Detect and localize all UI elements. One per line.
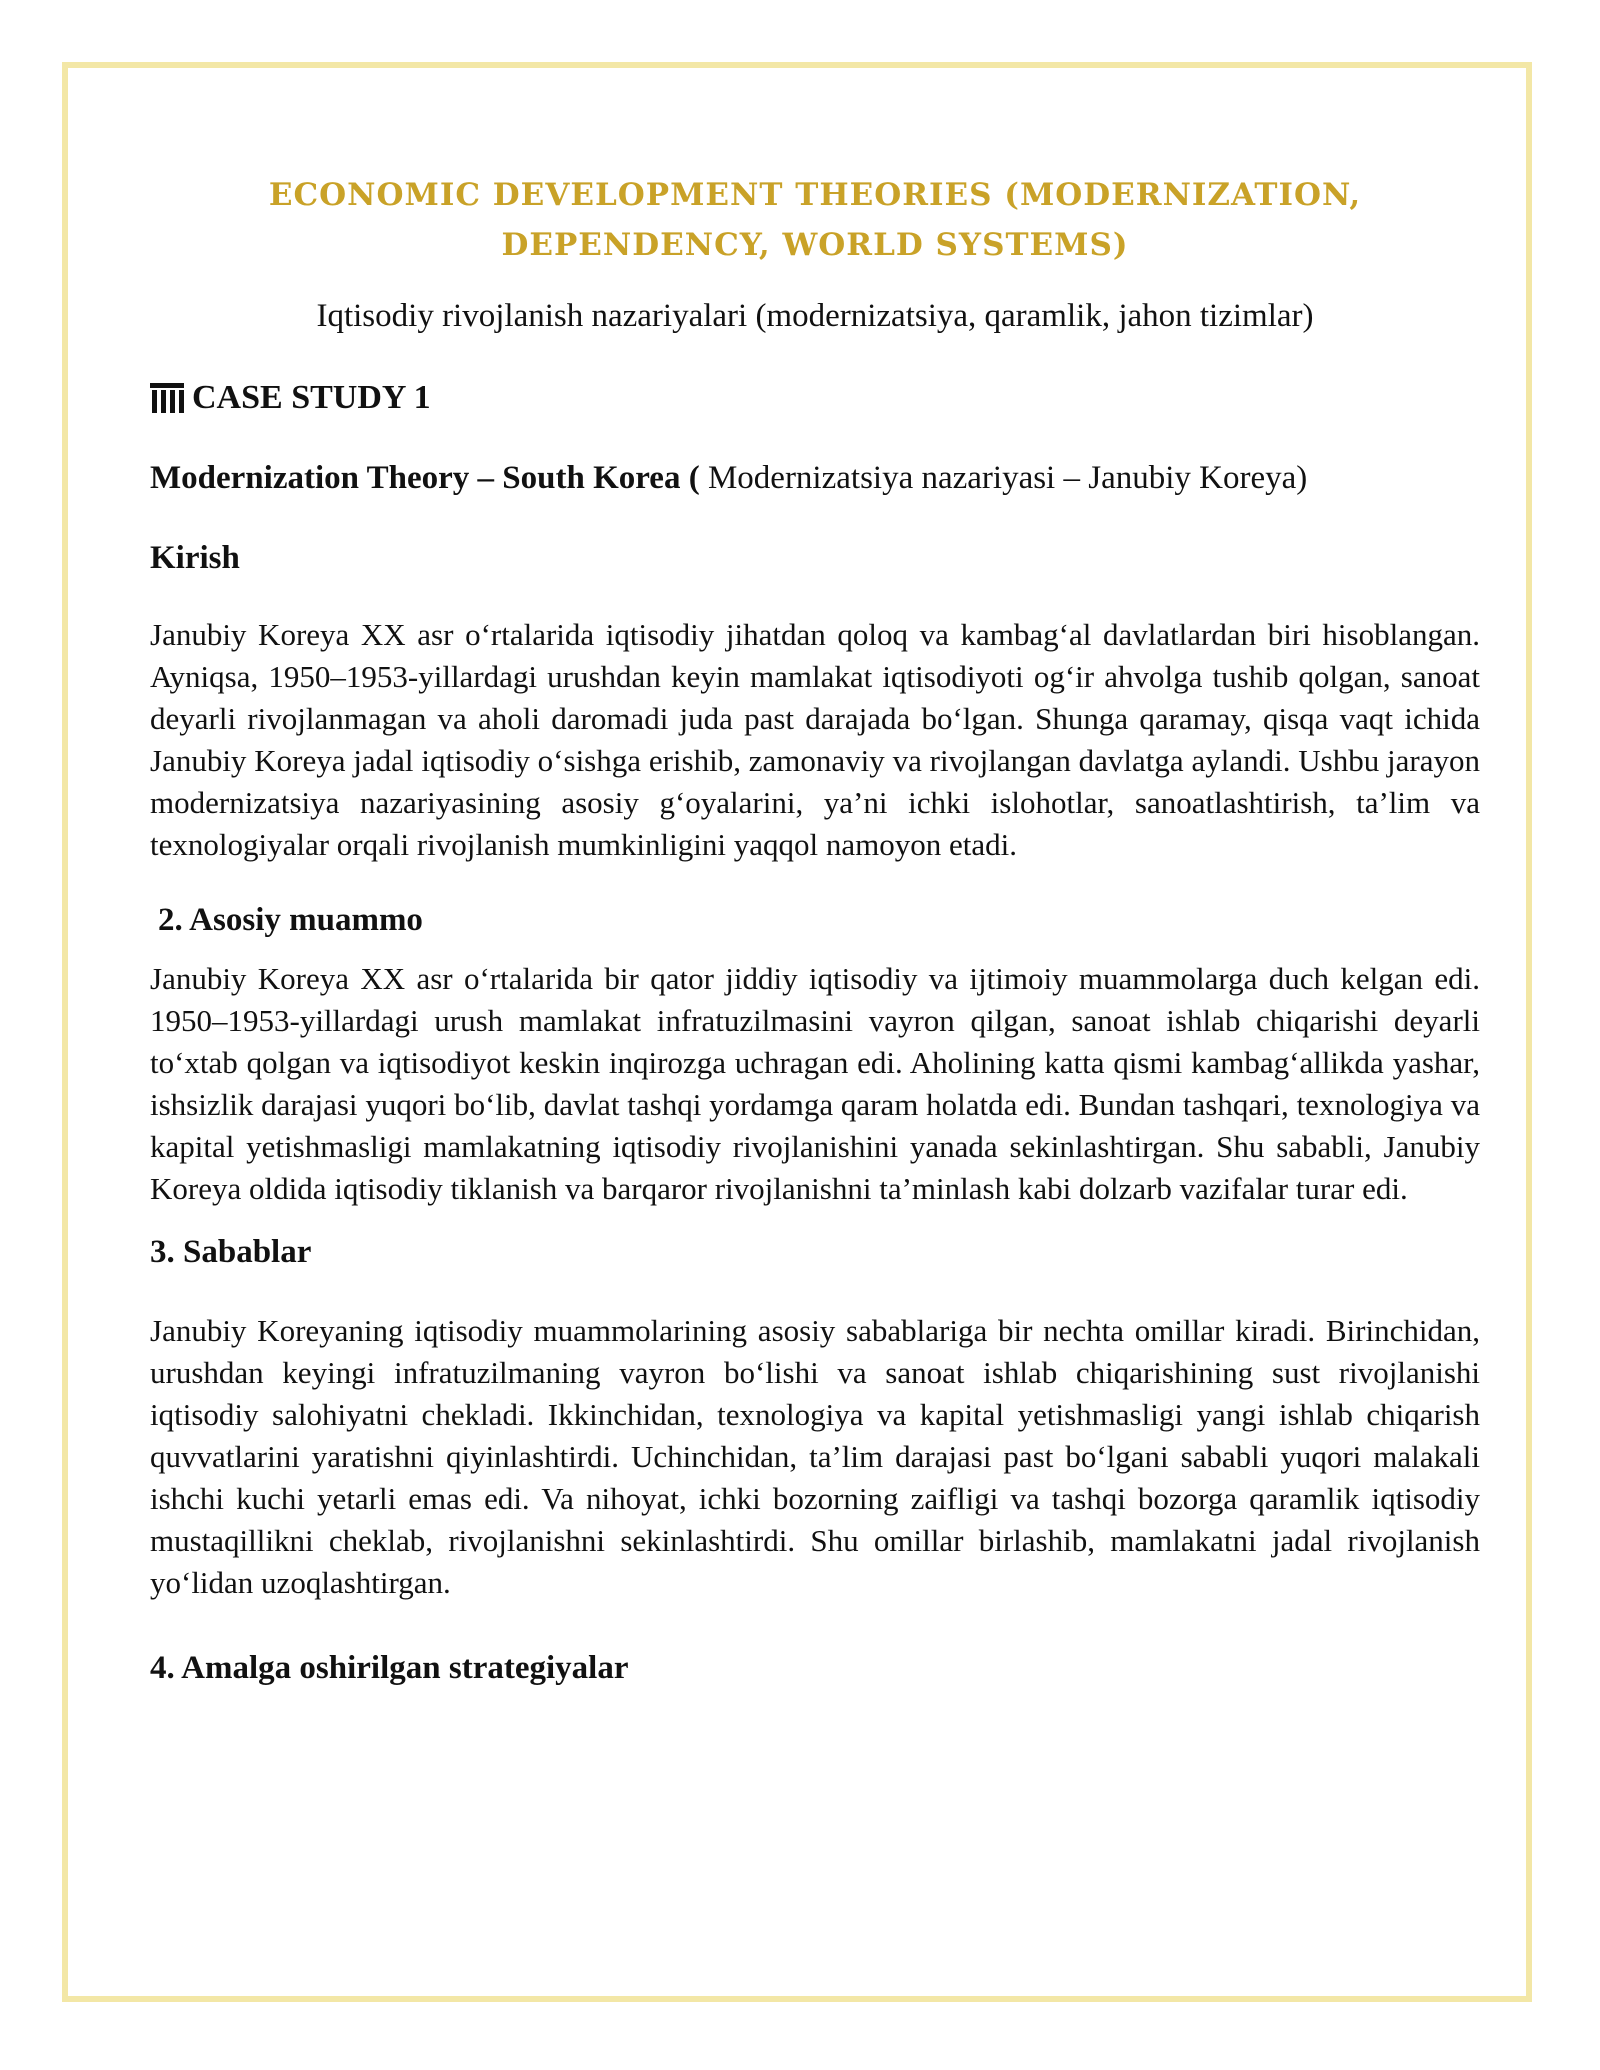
theory-title-english: Modernization Theory – South Korea (: [150, 460, 700, 496]
section-heading-intro: Kirish: [150, 540, 240, 576]
section-heading-strategies: 4. Amalga oshirilgan strategiyalar: [150, 1650, 629, 1686]
section-heading-causes: 3. Sabablar: [150, 1234, 312, 1270]
case-study-heading: [150, 378, 1480, 418]
case-study-label: CASE STUDY 1: [192, 379, 431, 416]
theory-title: [150, 458, 1480, 498]
section-heading-problem: 2. Asosiy muammo: [158, 902, 423, 938]
building-columns-icon: [150, 383, 184, 413]
document-body: [150, 170, 1480, 1688]
document-title: ECONOMIC DEVELOPMENT THEORIES (MODERNIZATION, DEPENDENCY, WORLD SYSTEMS): [268, 177, 1362, 263]
document-subtitle: Iqtisodiy rivojlanish nazariyalari (modernizatsiya, qaramlik, jahon tizimlar): [316, 298, 1314, 334]
theory-title-uzbek: Modernizatsiya nazariyasi – Janubiy Koreya): [699, 460, 1308, 496]
section-text-causes: Janubiy Koreyaning iqtisodiy muammolarining asosiy sabablariga bir nechta omillar kiradi. Birinchidan, urushdan keyingi infratuzilmaning vayron bo‘lishi va sanoat ishlab chiqarishining sust rivojlanishi iqtisodiy salohiyatni chekladi. Ikkinchidan, texnologiya va kapital yetishmasligi yangi ishlab chiqarish quvvatlarini yaratishni qiyinlashtirdi. Uchinchidan, ta’lim darajasi past bo‘lgani sababli yuqori malakali ishchi kuchi yetarli emas edi. Va nihoyat, ichki bozorning zaifligi va tashqi bozorga qaramlik iqtisodiy mustaqillikni cheklab, rivojlanishni sekinlashtirdi. Shu omillar birlashib, mamlakatni jadal rivojlanish yo‘lidan uzoqlashtirgan.: [150, 1313, 1480, 1600]
section-text-problem: Janubiy Koreya XX asr o‘rtalarida bir qator jiddiy iqtisodiy va ijtimoiy muammolarga duch kelgan edi. 1950–1953-yillardagi urush mamlakat infratuzilmasini vayron qilgan, sanoat ishlab chiqarishi deyarli to‘xtab qolgan va iqtisodiyot keskin inqirozga uchragan edi. Aholining katta qismi kambag‘allikda yashar, ishsizlik darajasi yuqori bo‘lib, davlat tashqi yordamga qaram holatda edi. Bundan tashqari, texnologiya va kapital yetishmasligi mamlakatning iqtisodiy rivojlanishini yanada sekinlashtirgan. Shu sababli, Janubiy Koreya oldida iqtisodiy tiklanish va barqaror rivojlanishni ta’minlash kabi dolzarb vazifalar turar edi.: [150, 961, 1480, 1206]
section-text-intro: Janubiy Koreya XX asr o‘rtalarida iqtisodiy jihatdan qoloq va kambag‘al davlatlardan biri hisoblangan. Ayniqsa, 1950–1953-yillardagi urushdan keyin mamlakat iqtisodiyoti og‘ir ahvolga tushib qolgan, sanoat deyarli rivojlanmagan va aholi daromadi juda past darajada bo‘lgan. Shunga qaramay, qisqa vaqt ichida Janubiy Koreya jadal iqtisodiy o‘sishga erishib, zamonaviy va rivojlangan davlatga aylandi. Ushbu jarayon modernizatsiya nazariyasining asosiy g‘oyalarini, ya’ni ichki islohotlar, sanoatlashtirish, ta’lim va texnologiyalar orqali rivojlanish mumkinligini yaqqol namoyon etadi.: [150, 617, 1480, 862]
